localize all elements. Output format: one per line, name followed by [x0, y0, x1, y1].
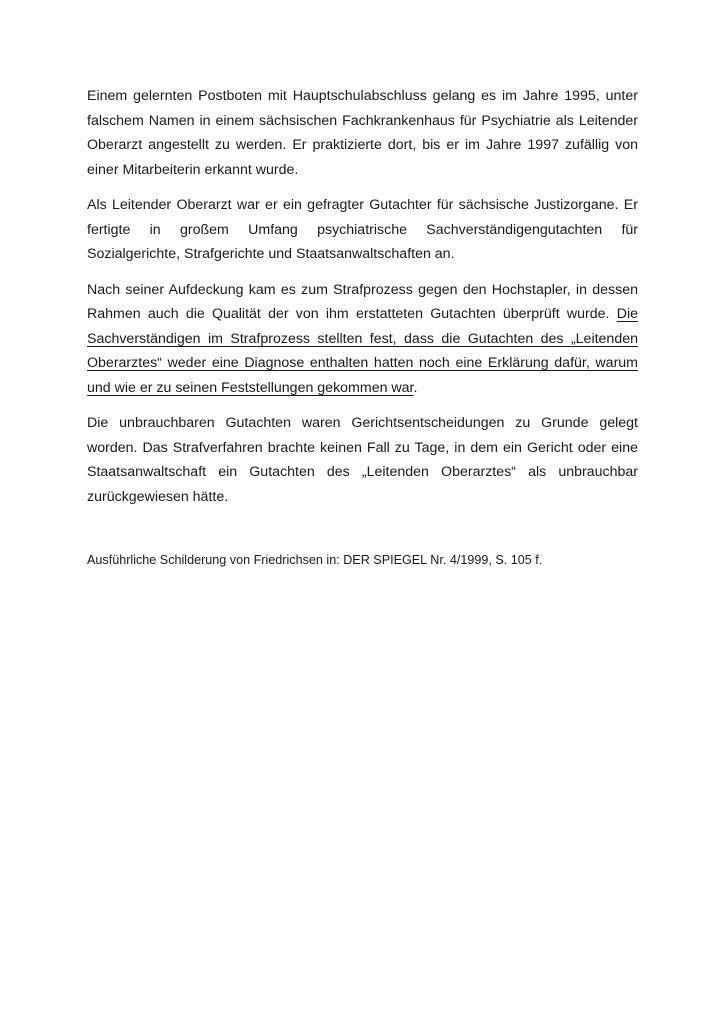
document-body	[87, 84, 638, 520]
paragraph-4: Die unbrauchbaren Gutachten waren Gerichtsentscheidungen zu Grunde gelegt worden. Das Strafverfahren brachte keinen Fall zu Tage, in dem ein Gericht oder eine Staatsanwaltschaft ein Gutachten des „Leitenden Oberarztes“ als unbrauchbar zurückgewiesen hätte.	[87, 415, 638, 505]
paragraph-3-end: .	[413, 379, 418, 396]
paragraph-3-underlined-finding: Die Sachverständigen im Strafprozess stellten fest, dass die Gutachten des „Leitenden Oberarztes“ weder eine Diagnose enthalten hatten noch eine Erklärung dafür, warum und wie er zu seinen Feststellungen gekommen war	[87, 306, 638, 396]
paragraph-3-intro: Nach seiner Aufdeckung kam es zum Strafprozess gegen den Hochstapler, in dessen Rahmen auch die Qualität der von ihm erstatteten Gutachten überprüft wurde.	[87, 281, 638, 322]
paragraph-3	[87, 278, 638, 401]
paragraph-1: Einem gelernten Postboten mit Hauptschulabschluss gelang es im Jahre 1995, unter falschem Namen in einem sächsischen Fachkrankenhaus für Psychiatrie als Leitender Oberarzt angestellt zu werden. Er praktizierte dort, bis er im Jahre 1997 zufällig von einer Mitarbeiterin erkannt wurde.	[87, 88, 638, 178]
paragraph-2: Als Leitender Oberarzt war er ein gefragter Gutachter für sächsische Justizorgane. Er fertigte in großem Umfang psychiatrische Sachverständigengutachten für Sozialgerichte, Strafgerichte und Staatsanwaltschaften an.	[87, 197, 638, 262]
source-note: Ausführliche Schilderung von Friedrichsen in: DER SPIEGEL Nr. 4/1999, S. 105 f.	[87, 553, 543, 567]
